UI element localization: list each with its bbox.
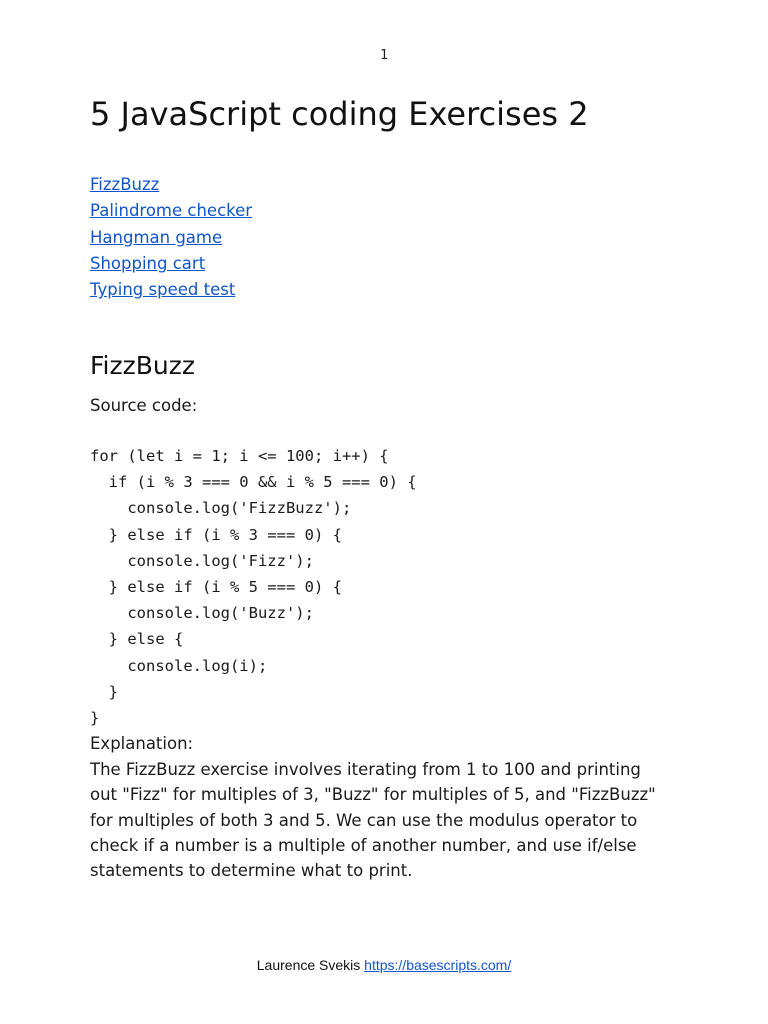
- toc-item: [90, 225, 252, 251]
- toc-link-palindrome-checker[interactable]: Palindrome checker: [90, 201, 253, 221]
- document-title: 5 JavaScript coding Exercises 2: [90, 95, 589, 133]
- page-number: 1: [380, 48, 388, 63]
- table-of-contents: [90, 172, 252, 303]
- toc-link-shopping-cart[interactable]: Shopping cart: [90, 253, 206, 273]
- footer-link[interactable]: https://basescripts.com/: [364, 957, 512, 973]
- toc-item: [90, 172, 252, 198]
- toc-item: [90, 198, 252, 224]
- toc-item: [90, 277, 252, 303]
- explanation-label: Explanation:: [90, 734, 194, 753]
- code-block: for (let i = 1; i <= 100; i++) { if (i % 3 === 0 && i % 5 === 0) { console.log('FizzBuzz'); } else if (i % 3 === 0) { console.log('Fizz'); } else if (i % 5 === 0) { console.log('Buzz'); } else { console.log(i); } }: [90, 447, 417, 728]
- toc-link-typing-speed-test[interactable]: Typing speed test: [90, 280, 236, 300]
- source-code-label: Source code:: [90, 396, 198, 415]
- page-footer: [0, 957, 768, 973]
- explanation-text: The FizzBuzz exercise involves iterating from 1 to 100 and printing out "Fizz" for multiples of 3, "Buzz" for multiples of 5, and "FizzBuzz" for multiples of both 3 and 5. We can use the modulus operator to check if a number is a multiple of another number, and use if/else statements to determine what to print.: [90, 760, 656, 881]
- section-heading-fizzbuzz: FizzBuzz: [90, 351, 195, 380]
- toc-link-hangman-game[interactable]: Hangman game: [90, 227, 223, 247]
- toc-link-fizzbuzz[interactable]: FizzBuzz: [90, 175, 160, 194]
- footer-author: Laurence Svekis: [256, 957, 361, 973]
- toc-item: [90, 251, 252, 277]
